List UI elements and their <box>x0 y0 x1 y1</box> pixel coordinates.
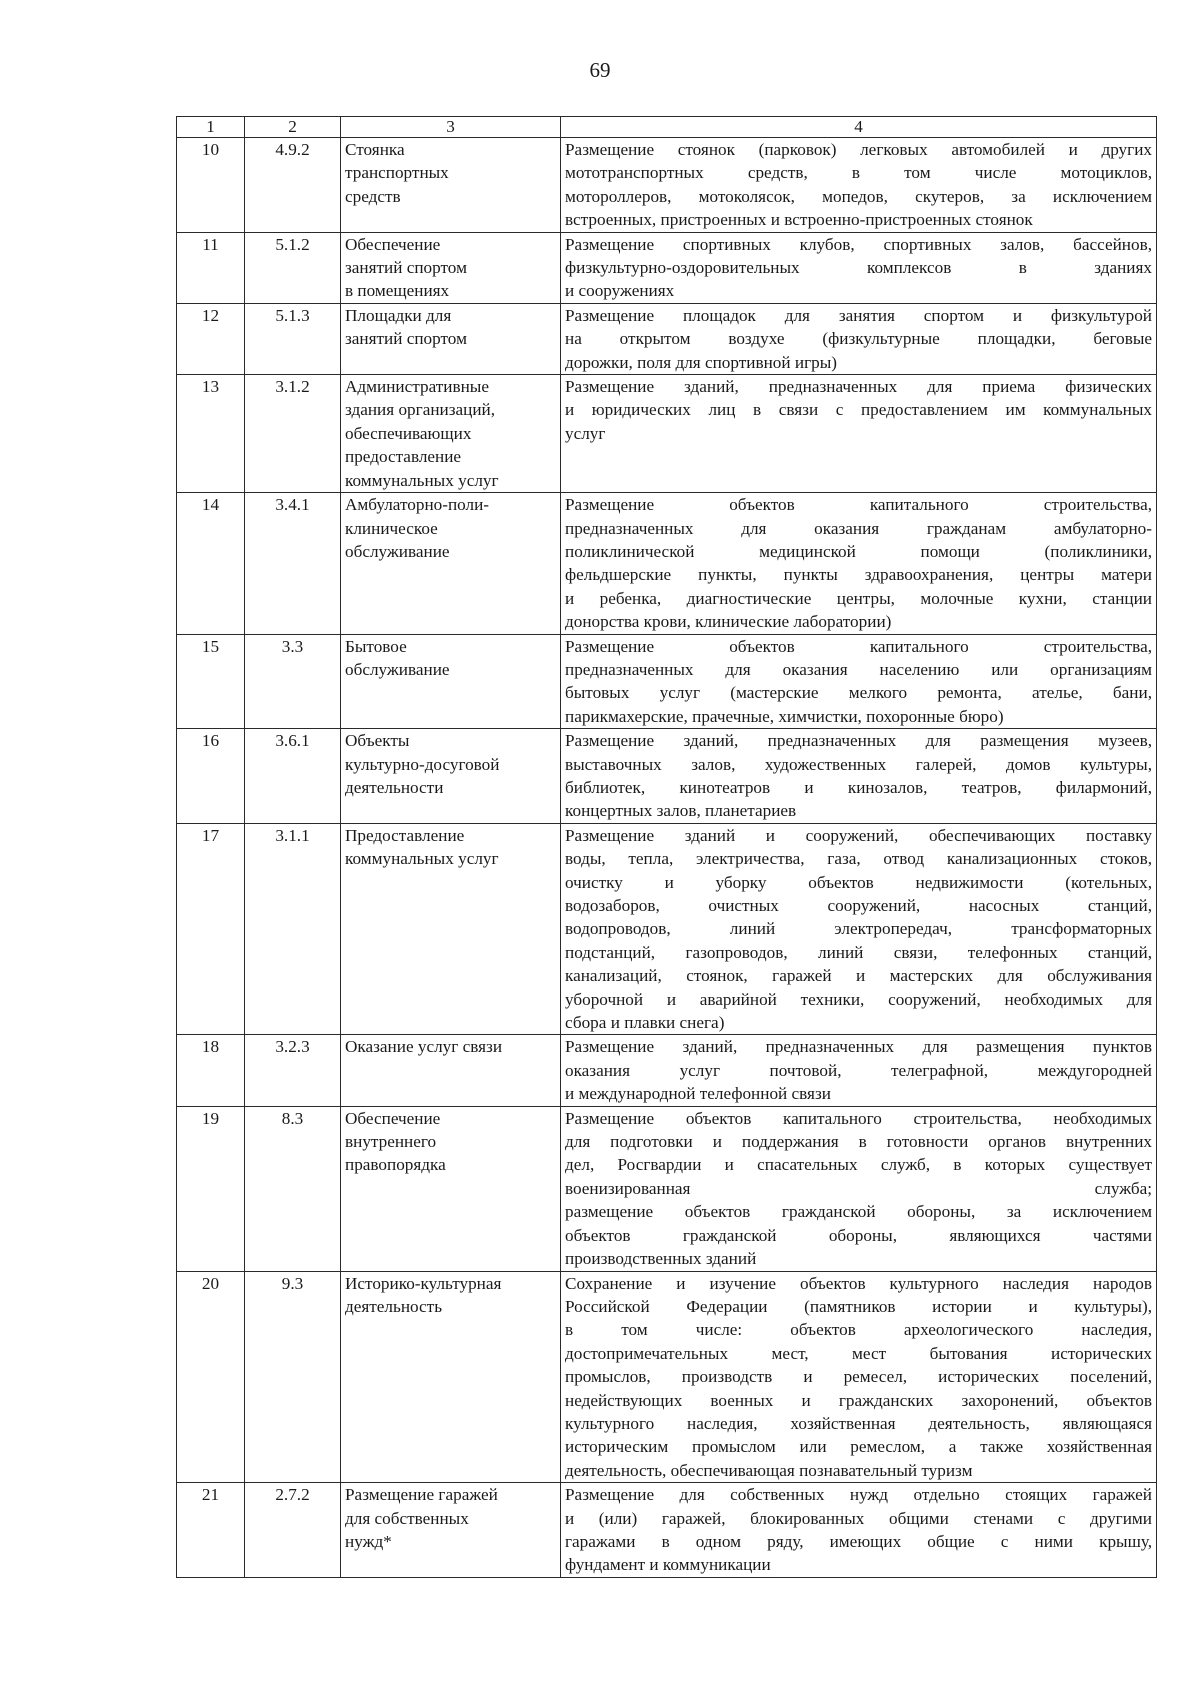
use-name <box>341 375 561 493</box>
header-row <box>177 117 1157 138</box>
use-name-line: занятий спортом <box>345 258 467 278</box>
table-row <box>177 138 1157 233</box>
description-line: на открытом воздухе (физкультурные площадки, беговые <box>565 329 1152 349</box>
use-name-line: Размещение гаражей <box>345 1485 498 1505</box>
use-description <box>561 729 1157 824</box>
land-use-table <box>176 116 1157 1578</box>
header-col-2: 2 <box>245 117 341 138</box>
use-name-line: Предоставление <box>345 825 465 845</box>
use-name-line: внутреннего <box>345 1132 437 1152</box>
use-name-line: обслуживание <box>345 659 450 679</box>
description-line: Размещение объектов капитального строительства, <box>565 636 1152 656</box>
description-line: услуг <box>565 423 606 443</box>
table-row <box>177 634 1157 729</box>
use-name-line: Стоянка <box>345 140 405 159</box>
use-name <box>341 138 561 233</box>
use-name-line: обеспечивающих <box>345 423 472 443</box>
description-line: Размещение объектов капитального строительства, <box>565 495 1152 515</box>
page-number: 69 <box>589 58 611 82</box>
use-description <box>561 375 1157 493</box>
use-name-line: Обеспечение <box>345 234 441 254</box>
description-line: Сохранение и изучение объектов культурного наследия народов <box>565 1273 1152 1293</box>
description-line: деятельность, обеспечивающая познавательный туризм <box>565 1460 973 1480</box>
use-name <box>341 1483 561 1578</box>
description-line: промыслов, производств и ремесел, исторических поселений, <box>565 1367 1152 1387</box>
description-line: Размещение площадок для занятия спортом и физкультурой <box>565 305 1152 325</box>
table-row <box>177 1035 1157 1106</box>
description-line: встроенных, пристроенных и встроенно-пристроенных стоянок <box>565 210 1033 230</box>
description-line: воды, тепла, электричества, газа, отвод канализационных стоков, <box>565 849 1152 869</box>
description-line: достопримечательных мест, мест бытования исторических <box>565 1343 1152 1363</box>
row-number: 21 <box>177 1483 245 1578</box>
description-line: военизированная служба; <box>565 1178 1152 1198</box>
use-name-line: Обеспечение <box>345 1108 441 1128</box>
row-number: 10 <box>177 138 245 233</box>
row-number: 12 <box>177 303 245 374</box>
use-code: 3.2.3 <box>245 1035 341 1106</box>
use-name-line: коммунальных услуг <box>345 470 499 490</box>
header-col-1: 1 <box>177 117 245 138</box>
use-name-line: Амбулаторно-поли- <box>345 495 490 515</box>
table-row <box>177 1106 1157 1271</box>
description-line: дорожки, поля для спортивной игры) <box>565 352 837 372</box>
description-line: уборочной и аварийной техники, сооружений, необходимых для <box>565 989 1152 1009</box>
row-number: 11 <box>177 232 245 303</box>
use-name <box>341 303 561 374</box>
use-description <box>561 1035 1157 1106</box>
description-line: поликлинической медицинской помощи (поликлиники, <box>565 541 1152 561</box>
use-name-line: Площадки для <box>345 305 452 325</box>
use-name-line: Объекты <box>345 731 410 751</box>
description-line: предназначенных для оказания гражданам амбулаторно- <box>565 518 1152 538</box>
table-row <box>177 823 1157 1035</box>
description-line: фундамент и коммуникации <box>565 1555 771 1575</box>
description-line: предназначенных для оказания населению или организациям <box>565 659 1152 679</box>
use-description <box>561 1483 1157 1578</box>
header-col-4: 4 <box>561 117 1157 138</box>
table-row <box>177 1483 1157 1578</box>
table-header <box>177 117 1157 138</box>
description-line: Размещение стоянок (парковок) легковых автомобилей и других <box>565 140 1152 159</box>
use-description <box>561 823 1157 1035</box>
description-line: мототранспортных средств, в том числе мотоциклов, <box>565 163 1152 183</box>
table-row <box>177 729 1157 824</box>
use-name-line: деятельности <box>345 777 444 797</box>
use-name-line: средств <box>345 186 401 206</box>
use-description <box>561 1271 1157 1483</box>
description-line: размещение объектов гражданской обороны, за исключением <box>565 1202 1152 1222</box>
description-line: недействующих военных и гражданских захоронений, объектов <box>565 1390 1152 1410</box>
description-line: водопроводов, линий электропередач, трансформаторных <box>565 919 1152 939</box>
description-line: дел, Росгвардии и спасательных служб, в которых существует <box>565 1155 1152 1175</box>
description-line: и ребенка, диагностические центры, молочные кухни, станции <box>565 588 1152 608</box>
use-code: 3.3 <box>245 634 341 729</box>
row-number: 13 <box>177 375 245 493</box>
description-line: выставочных залов, художественных галерей, домов культуры, <box>565 754 1152 774</box>
table-row <box>177 375 1157 493</box>
use-name <box>341 1271 561 1483</box>
description-line: канализаций, стоянок, гаражей и мастерских для обслуживания <box>565 966 1152 986</box>
description-line: парикмахерские, прачечные, химчистки, похоронные бюро) <box>565 706 1004 726</box>
use-name-line: нужд* <box>345 1531 392 1551</box>
use-code: 5.1.3 <box>245 303 341 374</box>
row-number: 17 <box>177 823 245 1035</box>
table-row <box>177 493 1157 634</box>
header-col-3: 3 <box>341 117 561 138</box>
use-code: 8.3 <box>245 1106 341 1271</box>
use-code: 2.7.2 <box>245 1483 341 1578</box>
use-name-line: правопорядка <box>345 1155 446 1175</box>
use-description <box>561 634 1157 729</box>
description-line: физкультурно-оздоровительных комплексов в зданиях <box>565 258 1152 278</box>
description-line: Размещение зданий, предназначенных для приема физических <box>565 377 1152 397</box>
row-number: 15 <box>177 634 245 729</box>
description-line: Размещение для собственных нужд отдельно стоящих гаражей <box>565 1485 1152 1505</box>
use-description <box>561 1106 1157 1271</box>
use-name-line: обслуживание <box>345 541 450 561</box>
use-name-line: транспортных <box>345 163 449 183</box>
use-description <box>561 138 1157 233</box>
use-name-line: в помещениях <box>345 281 450 301</box>
description-line: Российской Федерации (памятников истории и культуры), <box>565 1296 1152 1316</box>
use-name-line: клиническое <box>345 518 438 538</box>
description-line: и юридических лиц в связи с предоставлением им коммунальных <box>565 400 1152 420</box>
description-line: и (или) гаражей, блокированных общими стенами с другими <box>565 1508 1152 1528</box>
description-line: и сооружениях <box>565 281 675 301</box>
table-row <box>177 232 1157 303</box>
table-row <box>177 303 1157 374</box>
description-line: Размещение зданий, предназначенных для размещения музеев, <box>565 731 1152 751</box>
row-number: 20 <box>177 1271 245 1483</box>
description-line: концертных залов, планетариев <box>565 801 797 821</box>
description-line: в том числе: объектов археологического наследия, <box>565 1320 1152 1340</box>
use-name-line: предоставление <box>345 447 462 467</box>
use-name <box>341 232 561 303</box>
description-line: гаражами в одном ряду, имеющих общие с ними крышу, <box>565 1531 1152 1551</box>
description-line: фельдшерские пункты, пункты здравоохранения, центры матери <box>565 565 1152 585</box>
description-line: сбора и плавки снега) <box>565 1013 725 1033</box>
description-line: Размещение объектов капитального строительства, необходимых <box>565 1108 1152 1128</box>
use-name-line: культурно-досуговой <box>345 754 500 774</box>
use-code: 9.3 <box>245 1271 341 1483</box>
description-line: культурного наследия, хозяйственная деятельность, являющаяся <box>565 1413 1152 1433</box>
use-description <box>561 493 1157 634</box>
description-line: и международной телефонной связи <box>565 1084 831 1104</box>
use-code: 4.9.2 <box>245 138 341 233</box>
description-line: Размещение спортивных клубов, спортивных залов, бассейнов, <box>565 234 1152 254</box>
description-line: водозаборов, очистных сооружений, насосных станций, <box>565 896 1152 915</box>
description-line: оказания услуг почтовой, телеграфной, междугородней <box>565 1060 1152 1080</box>
description-line: Размещение зданий и сооружений, обеспечивающих поставку <box>565 825 1152 845</box>
use-code: 3.1.1 <box>245 823 341 1035</box>
description-line: очистку и уборку объектов недвижимости (котельных, <box>565 872 1152 892</box>
row-number: 14 <box>177 493 245 634</box>
use-code: 5.1.2 <box>245 232 341 303</box>
use-name-line: здания организаций, <box>345 400 496 420</box>
description-line: историческим промыслом или ремеслом, а также хозяйственная <box>565 1437 1152 1457</box>
description-line: бытовых услуг (мастерские мелкого ремонта, ателье, бани, <box>565 683 1152 703</box>
use-name <box>341 1106 561 1271</box>
use-name-line: Бытовое <box>345 636 407 656</box>
use-name <box>341 1035 561 1106</box>
use-name <box>341 493 561 634</box>
description-line: производственных зданий <box>565 1249 757 1269</box>
use-name <box>341 729 561 824</box>
use-name-line: Административные <box>345 377 489 397</box>
table-body <box>177 138 1157 1578</box>
table-row <box>177 1271 1157 1483</box>
use-name <box>341 634 561 729</box>
row-number: 16 <box>177 729 245 824</box>
use-name-line: деятельность <box>345 1296 443 1316</box>
description-line: объектов гражданской обороны, являющихся частями <box>565 1225 1152 1245</box>
use-code: 3.6.1 <box>245 729 341 824</box>
use-code: 3.1.2 <box>245 375 341 493</box>
description-line: подстанций, газопроводов, линий связи, телефонных станций, <box>565 942 1152 962</box>
row-number: 19 <box>177 1106 245 1271</box>
description-line: библиотек, кинотеатров и кинозалов, театров, филармоний, <box>565 777 1152 797</box>
use-name-line: коммунальных услуг <box>345 849 499 869</box>
use-name-line: для собственных <box>345 1508 469 1528</box>
description-line: донорства крови, клинические лаборатории) <box>565 612 892 632</box>
use-name <box>341 823 561 1035</box>
row-number: 18 <box>177 1035 245 1106</box>
use-name-line: Оказание услуг связи <box>345 1037 503 1057</box>
use-name-line: Историко-культурная <box>345 1273 502 1293</box>
use-description <box>561 303 1157 374</box>
description-line: Размещение зданий, предназначенных для размещения пунктов <box>565 1037 1152 1057</box>
use-code: 3.4.1 <box>245 493 341 634</box>
use-description <box>561 232 1157 303</box>
use-name-line: занятий спортом <box>345 329 467 349</box>
description-line: мотороллеров, мотоколясок, мопедов, скутеров, за исключением <box>565 186 1152 206</box>
description-line: для подготовки и поддержания в готовности органов внутренних <box>565 1132 1152 1152</box>
